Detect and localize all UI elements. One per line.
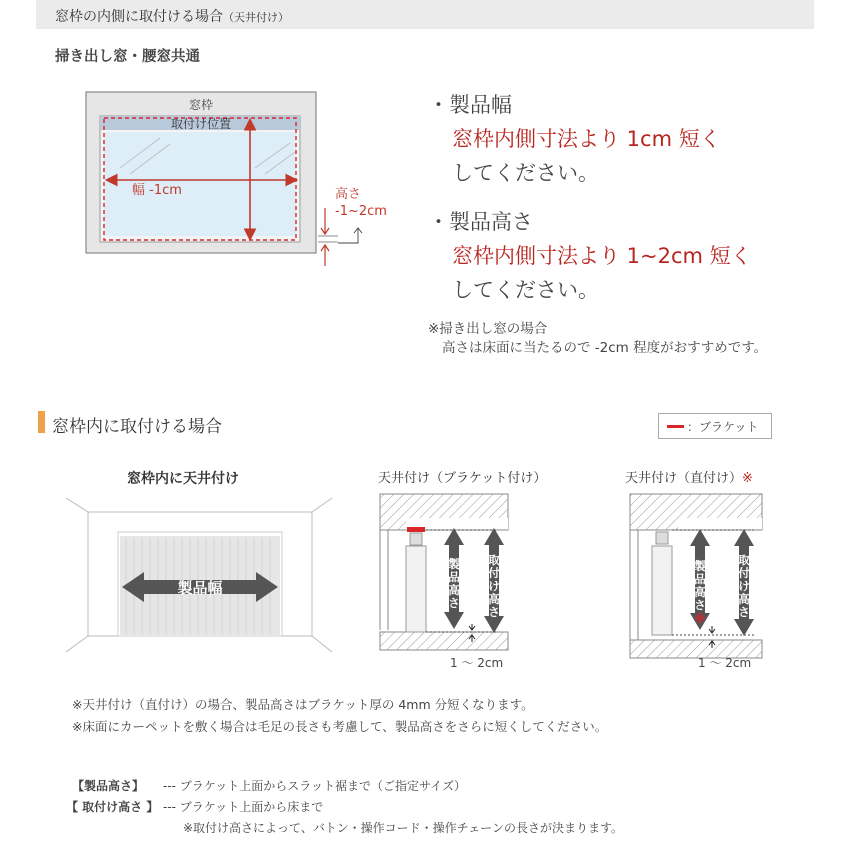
sliding-window-note — [428, 320, 767, 358]
fig2-bracket-mount-diagram — [378, 490, 518, 670]
svg-text:高: 高 — [694, 585, 706, 599]
direct-mount-note: ※天井付け（直付け）の場合、製品高さはブラケット厚の 4mm 分短くなります。 — [72, 697, 534, 712]
svg-text:け: け — [488, 579, 500, 593]
def-mount-height-value: --- ブラケット上面から床まで — [163, 800, 324, 814]
svg-text:さ: さ — [738, 605, 750, 619]
fig3-direct-mount-diagram — [626, 490, 766, 670]
svg-text:品: 品 — [448, 570, 460, 584]
svg-text:高: 高 — [448, 583, 460, 597]
height-label-2: -1~2cm — [335, 204, 387, 219]
def-product-height-value: --- ブラケット上面からスラット裾まで（ご指定サイズ） — [163, 779, 467, 793]
section-header-title — [55, 6, 289, 26]
def-product-height-key: 【製品高さ】 — [72, 779, 145, 793]
svg-text:さ: さ — [694, 598, 706, 612]
bracket-marker — [407, 527, 425, 532]
fig1-arrow-label: 製品幅 — [177, 579, 223, 597]
svg-text:製: 製 — [694, 559, 706, 573]
fig3-title-mark: ※ — [742, 471, 753, 486]
section-accent-bar — [38, 411, 45, 433]
fig1-room-illustration — [66, 490, 336, 660]
product-height-rule: 窓枠内側寸法より 1~2cm 短く — [452, 244, 752, 268]
product-width-rule-end: してください。 — [452, 161, 599, 185]
svg-text:高: 高 — [488, 592, 500, 606]
svg-text:取: 取 — [488, 553, 500, 567]
note-line-1: ※掃き出し窓の場合 — [428, 321, 548, 337]
def-mount-height-key: 【 取付け高さ 】 — [66, 800, 159, 814]
product-height-title: ・製品高さ — [428, 210, 533, 234]
product-width-rule: 窓枠内側寸法より 1cm 短く — [452, 127, 721, 151]
window-frame-diagram — [80, 88, 410, 268]
svg-text:さ: さ — [448, 596, 460, 610]
product-height-rule-end: してください。 — [452, 278, 599, 302]
def-mount-height-note: ※取付け高さによって、バトン・操作コード・操作チェーンの長さが決まります。 — [183, 821, 624, 835]
window-type-subtitle: 掃き出し窓・腰窓共通 — [55, 49, 200, 65]
note-line-2: 高さは床面に当たるので -2cm 程度がおすすめです。 — [442, 340, 768, 356]
svg-text:取: 取 — [738, 553, 750, 567]
svg-text:品: 品 — [694, 572, 706, 586]
svg-text:付: 付 — [738, 566, 750, 580]
width-label: 幅 -1cm — [132, 183, 182, 198]
section-title: 窓枠内に取付ける場合 — [52, 417, 222, 437]
header-title-text: 窓枠の内側に取付ける場合 — [55, 9, 223, 25]
frame-label: 窓枠 — [188, 98, 214, 112]
bracket-legend-label: ：ブラケット — [687, 420, 759, 434]
fig3-title — [625, 467, 753, 486]
fig3-gap-label: 1 ～ 2cm — [698, 656, 752, 670]
svg-text:※: ※ — [694, 612, 706, 626]
svg-text:け: け — [738, 579, 750, 593]
fig2-gap-label: 1 ～ 2cm — [450, 656, 504, 670]
fig2-title: 天井付け（ブラケット付け） — [378, 471, 547, 486]
bracket-legend-swatch — [667, 425, 684, 428]
fig1-title: 窓枠内に天井付け — [127, 471, 239, 487]
svg-text:製: 製 — [448, 557, 460, 571]
fig3-title-text: 天井付け（直付け） — [625, 471, 743, 486]
svg-text:さ: さ — [488, 605, 500, 619]
svg-text:高: 高 — [738, 592, 750, 606]
svg-text:付: 付 — [488, 566, 500, 580]
product-width-title: ・製品幅 — [428, 93, 512, 117]
carpet-note: ※床面にカーペットを敷く場合は毛足の長さも考慮して、製品高さをさらに短くしてください。 — [72, 719, 608, 734]
height-label-1: 高さ — [335, 187, 362, 202]
mount-position-label: 取付け位置 — [170, 117, 232, 131]
header-title-sub: （天井付け） — [223, 11, 289, 24]
